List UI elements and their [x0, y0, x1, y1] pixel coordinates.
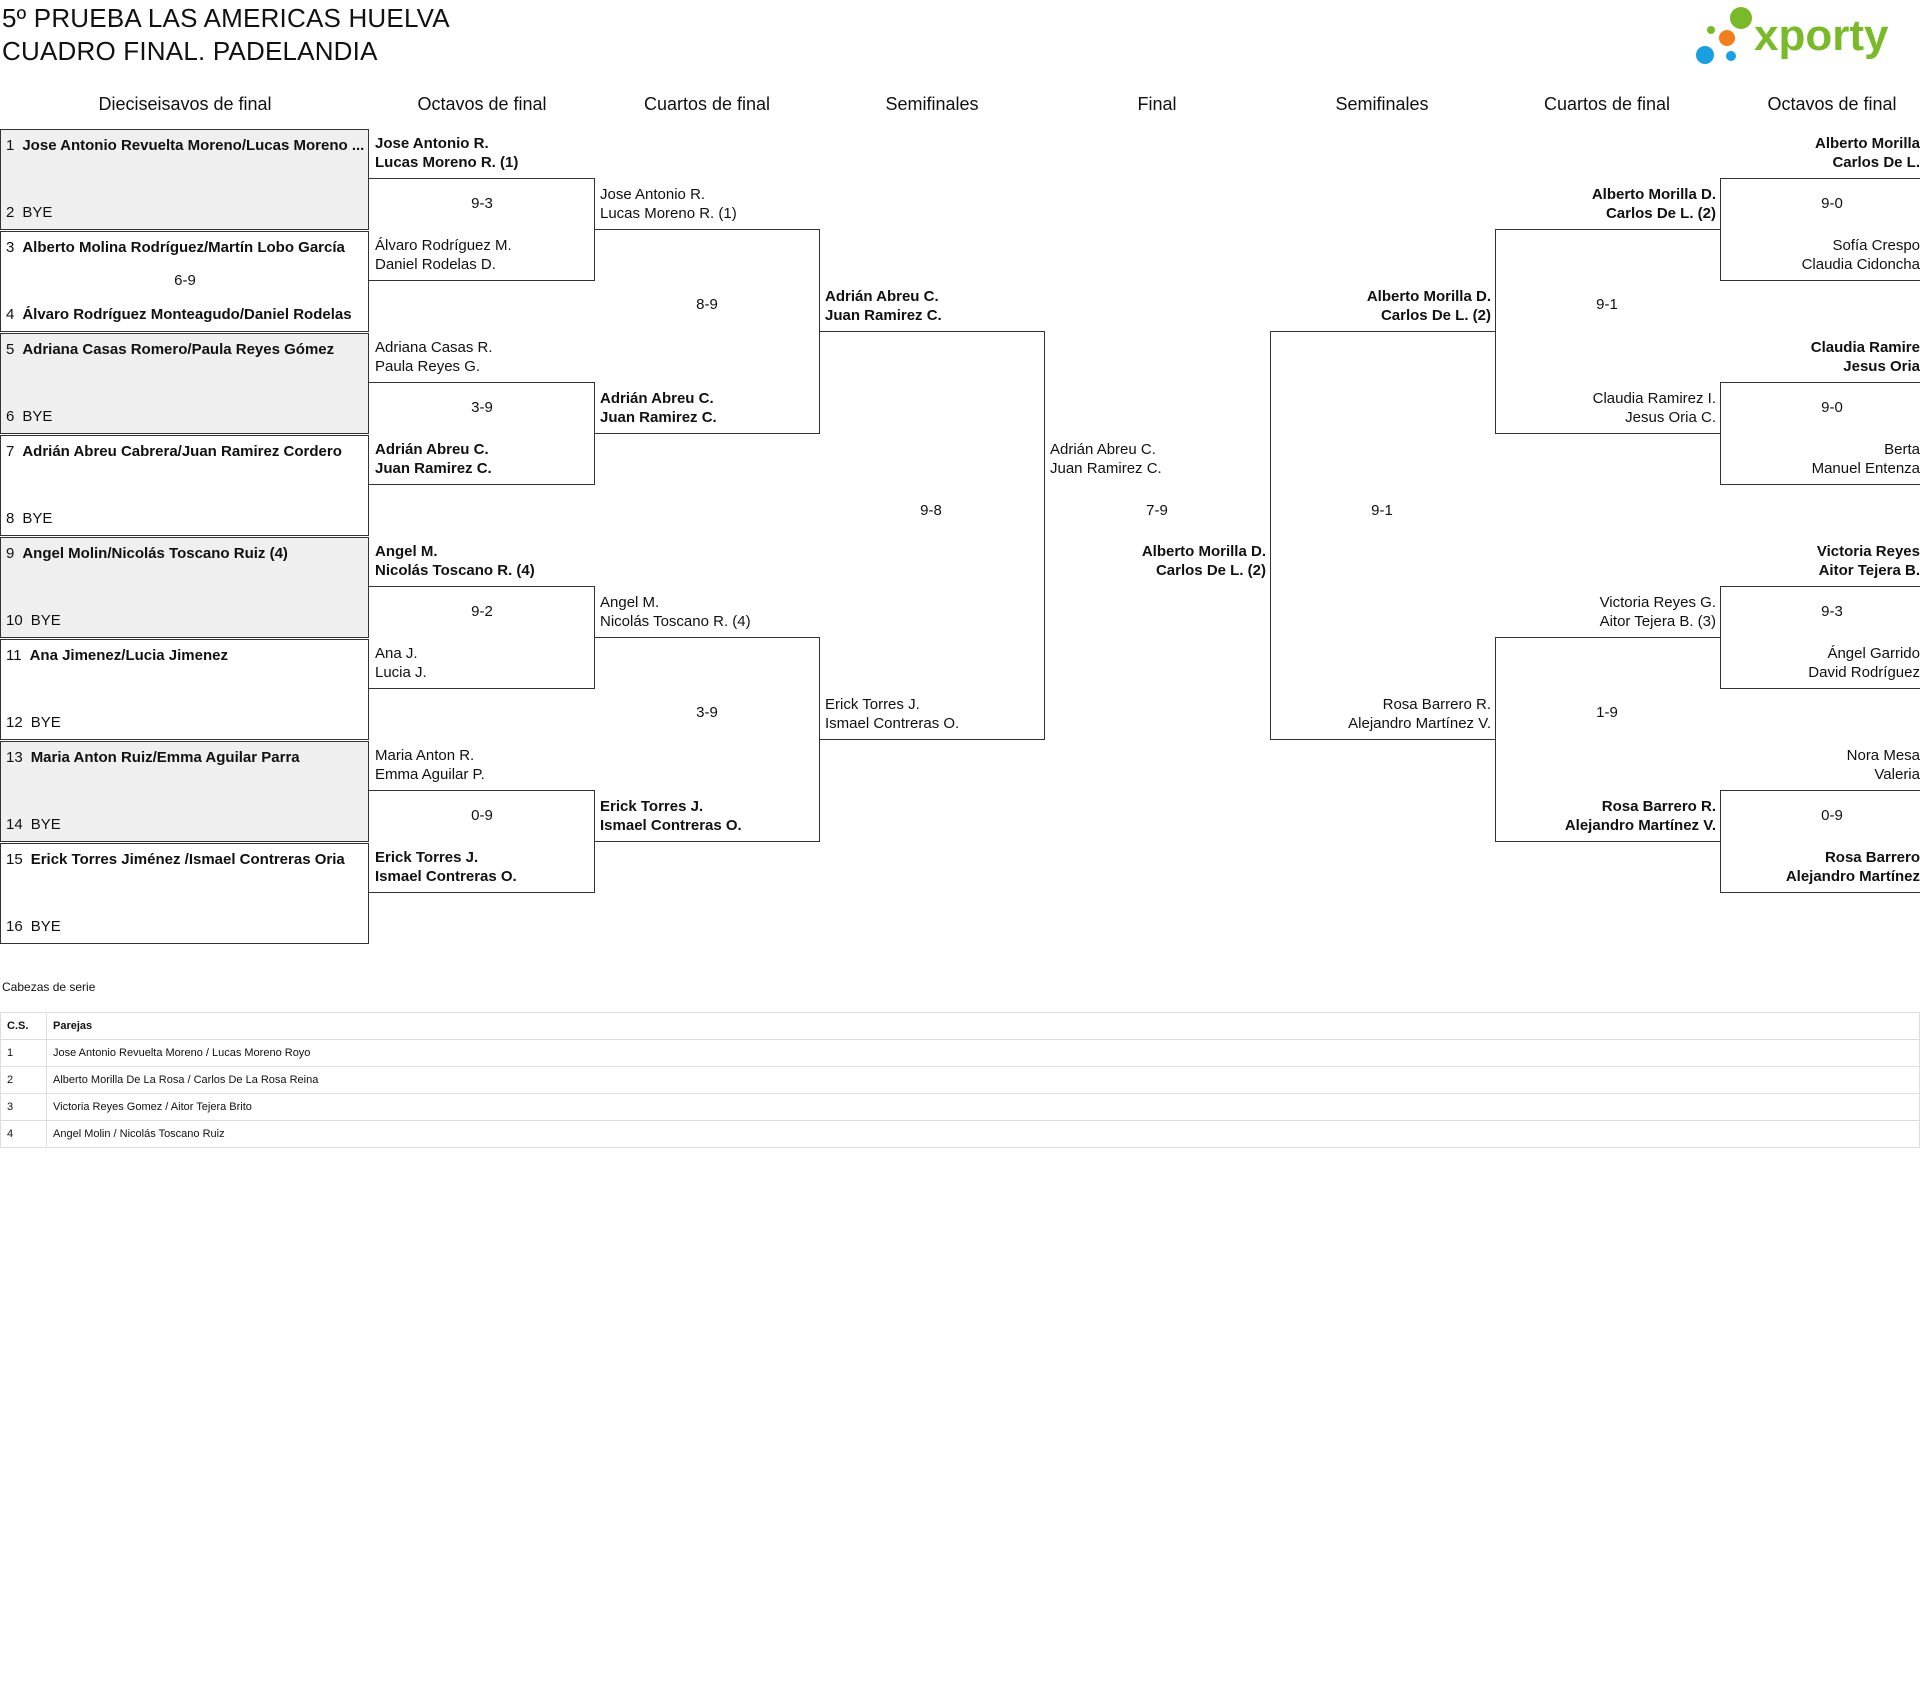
bracket-line	[1495, 433, 1720, 434]
pair-names[interactable]	[375, 542, 535, 580]
r32-slot[interactable]	[6, 341, 366, 358]
pair-player-2: Valeria	[1874, 766, 1920, 783]
seed-pair: Angel Molin / Nicolás Toscano Ruiz	[47, 1121, 1920, 1148]
table-row	[1, 1121, 1920, 1148]
slot-name: Maria Anton Ruiz/Emma Aguilar Parra	[30, 749, 300, 766]
pair-player-2: Juan Ramirez C.	[600, 409, 717, 426]
r32-slot[interactable]	[6, 137, 366, 154]
pair-names[interactable]	[825, 287, 942, 325]
slot-name: Alberto Molina Rodríguez/Martín Lobo García	[22, 239, 345, 256]
pair-names[interactable]	[375, 338, 493, 376]
round-qf-right-header: Cuartos de final	[1543, 94, 1671, 114]
pair-player-2: Nicolás Toscano R. (4)	[375, 562, 535, 579]
slot-name: BYE	[22, 204, 53, 221]
pair-player-1: Nora Mesa	[1846, 747, 1920, 764]
pair-player-2: Jesus Oria C.	[1625, 409, 1716, 426]
bracket-line	[1720, 484, 1920, 485]
match-score: 0-9	[1821, 807, 1843, 824]
slot-number: 16	[6, 918, 23, 935]
pair-player-1: Alberto Morilla D.	[1366, 288, 1491, 305]
slot-number: 2	[6, 204, 15, 221]
bracket-line	[1495, 841, 1720, 842]
match-score: 9-1	[1596, 296, 1618, 313]
round-sf-right-header: Semifinales	[1335, 94, 1429, 114]
pair-player-1: Rosa Barrero R.	[1601, 798, 1716, 815]
pair-names[interactable]	[375, 644, 427, 682]
match-score: 9-3	[1821, 603, 1843, 620]
slot-name: Jose Antonio Revuelta Moreno/Lucas Moreno ...	[22, 137, 365, 154]
bracket-line	[369, 280, 594, 281]
slot-name: Ana Jimenez/Lucia Jimenez	[29, 647, 228, 664]
bracket-line	[1044, 331, 1045, 740]
r32-slot[interactable]	[6, 851, 366, 868]
bracket-line	[369, 382, 594, 383]
r32-slot[interactable]	[6, 816, 371, 833]
bracket-line	[1495, 637, 1720, 638]
pair-names[interactable]	[600, 593, 751, 631]
bracket-line	[369, 484, 594, 485]
match-score: 9-1	[1371, 502, 1393, 519]
bracket-line	[594, 229, 819, 230]
round-r32-header: Dieciseisavos de final	[98, 94, 272, 114]
seed-cs: 2	[1, 1067, 47, 1094]
bracket-line	[1720, 178, 1721, 281]
pair-player-2: Aitor Tejera B.	[1818, 562, 1920, 579]
pair-player-1: Erick Torres J.	[375, 849, 479, 866]
slot-number: 4	[6, 306, 15, 323]
slot-number: 1	[6, 137, 15, 154]
pair-player-1: Alberto Morilla D.	[1591, 186, 1716, 203]
pair-names[interactable]	[600, 389, 717, 427]
pair-names[interactable]	[1270, 593, 1716, 631]
bracket-line	[1720, 790, 1721, 893]
seeds-header-row	[1, 1013, 1920, 1040]
slot-name: BYE	[30, 714, 61, 731]
slot-name: BYE	[30, 816, 61, 833]
round-sf-left-header: Semifinales	[885, 94, 979, 114]
seeds-title: Cabezas de serie	[2, 980, 96, 994]
pair-player-2: Carlos De L. (2)	[1380, 307, 1491, 324]
logo-text: xporty	[1754, 11, 1889, 60]
slot-number: 7	[6, 443, 15, 460]
pair-names[interactable]	[1044, 695, 1491, 733]
bracket-line	[819, 331, 1044, 332]
pair-player-2: David Rodríguez	[1808, 664, 1920, 681]
table-row	[1, 1094, 1920, 1121]
bracket-line	[1720, 790, 1920, 791]
bracket-line	[1495, 229, 1720, 230]
pair-names[interactable]	[600, 797, 742, 835]
round-final-header: Final	[1137, 94, 1177, 114]
pair-player-1: Erick Torres J.	[825, 696, 920, 713]
match-score: 3-9	[471, 399, 493, 416]
r32-slot[interactable]	[6, 918, 371, 935]
pair-player-1: Ana J.	[375, 645, 418, 662]
pair-player-2: Jesus Oria	[1843, 358, 1920, 375]
r32-slot[interactable]	[6, 204, 371, 221]
r32-slot[interactable]	[6, 612, 371, 629]
seeds-col-pairs: Parejas	[47, 1013, 1920, 1040]
match-score: 9-0	[1821, 195, 1843, 212]
pair-player-2: Carlos De L. (2)	[1605, 205, 1716, 222]
round-r16-left-header: Octavos de final	[417, 94, 547, 114]
pair-player-1: Rosa Barrero	[1824, 849, 1920, 866]
pair-names[interactable]	[1495, 236, 1920, 274]
r32-slot[interactable]	[6, 545, 366, 562]
bracket-line	[369, 586, 594, 587]
pair-names[interactable]	[375, 848, 517, 886]
pair-names[interactable]	[825, 695, 959, 733]
bracket-line	[1270, 739, 1495, 740]
pair-player-1: Adriana Casas R.	[375, 339, 493, 356]
r32-score: 6-9	[174, 272, 196, 289]
match-score: 0-9	[471, 807, 493, 824]
pair-names[interactable]	[1270, 185, 1716, 223]
pair-player-1: Adrián Abreu C.	[825, 288, 939, 305]
slot-number: 10	[6, 612, 23, 629]
pair-names[interactable]	[1495, 440, 1920, 478]
bracket-line	[369, 688, 594, 689]
page-title: 5º PRUEBA LAS AMERICAS HUELVA	[2, 3, 450, 33]
pair-player-2: Carlos De L.	[1832, 154, 1920, 171]
pair-player-2: Alejandro Martínez V.	[1564, 817, 1716, 834]
pair-player-2: Emma Aguilar P.	[375, 766, 485, 783]
pair-player-1: Alberto Morilla D.	[1141, 543, 1266, 560]
slot-name: BYE	[22, 510, 53, 527]
match-score: 9-2	[471, 603, 493, 620]
pair-names[interactable]	[375, 236, 512, 274]
pair-player-1: Erick Torres J.	[600, 798, 704, 815]
pair-player-2: Juan Ramirez C.	[375, 460, 492, 477]
pair-names[interactable]	[375, 440, 492, 478]
table-row	[1, 1040, 1920, 1067]
slot-number: 15	[6, 851, 23, 868]
seed-pair: Jose Antonio Revuelta Moreno / Lucas Moreno Royo	[47, 1040, 1920, 1067]
match-score: 3-9	[696, 704, 718, 721]
slot-name: BYE	[30, 918, 61, 935]
match-score: 1-9	[1596, 704, 1618, 721]
bracket-line	[369, 178, 594, 179]
pair-player-1: Maria Anton R.	[375, 747, 475, 764]
bracket-line	[1720, 178, 1920, 179]
xporty-logo-mark	[1687, 6, 1912, 66]
bracket-line	[1720, 382, 1721, 485]
pair-names[interactable]	[1495, 338, 1920, 376]
pair-player-1: Sofía Crespo	[1832, 237, 1920, 254]
pair-player-1: Alberto Morilla	[1814, 135, 1920, 152]
pair-player-1: Angel M.	[600, 594, 660, 611]
slot-number: 13	[6, 749, 23, 766]
slot-name: Adrián Abreu Cabrera/Juan Ramirez Cordero	[22, 443, 342, 460]
pair-player-2: Lucas Moreno R. (1)	[600, 205, 737, 222]
pair-names[interactable]	[1495, 134, 1920, 172]
pair-player-1: Jose Antonio R.	[375, 135, 489, 152]
slot-number: 12	[6, 714, 23, 731]
pair-player-2: Alejandro Martínez V.	[1348, 715, 1491, 732]
slot-number: 3	[6, 239, 15, 256]
seed-cs: 4	[1, 1121, 47, 1148]
slot-number: 6	[6, 408, 15, 425]
slot-number: 8	[6, 510, 15, 527]
slot-number: 14	[6, 816, 23, 833]
bracket-line	[1720, 382, 1920, 383]
bracket-line	[369, 892, 594, 893]
pair-player-2: Ismael Contreras O.	[825, 715, 960, 732]
bracket-line	[594, 841, 819, 842]
r32-slot[interactable]	[6, 714, 371, 731]
pair-player-2: Lucia J.	[375, 664, 427, 681]
r32-slot[interactable]	[6, 408, 371, 425]
bracket-line	[1720, 586, 1920, 587]
pair-player-1: Victoria Reyes G.	[1599, 594, 1716, 611]
r32-slot[interactable]	[6, 510, 371, 527]
pair-player-2: Aitor Tejera B. (3)	[1599, 613, 1716, 630]
match-score: 9-8	[920, 502, 942, 519]
slot-number: 9	[6, 545, 15, 562]
r32-slot[interactable]	[6, 749, 366, 766]
slot-number: 11	[6, 647, 22, 664]
bracket-line	[1720, 586, 1721, 689]
match-score: 9-3	[471, 195, 493, 212]
pair-player-2: Manuel Entenza	[1811, 460, 1920, 477]
slot-name: BYE	[30, 612, 61, 629]
slot-name: Adriana Casas Romero/Paula Reyes Gómez	[22, 341, 335, 358]
pair-player-1: Ángel Garrido	[1827, 645, 1920, 662]
pair-player-1: Adrián Abreu C.	[1050, 441, 1156, 458]
slot-name: Erick Torres Jiménez /Ismael Contreras Oria	[30, 851, 345, 868]
pair-player-2: Alejandro Martínez	[1785, 868, 1920, 885]
pair-names[interactable]	[600, 185, 737, 223]
pair-player-1: Adrián Abreu C.	[600, 390, 714, 407]
page-subtitle: CUADRO FINAL. PADELANDIA	[2, 36, 378, 66]
bracket-line	[1270, 331, 1495, 332]
pair-names[interactable]	[1495, 746, 1920, 784]
pair-player-1: Adrián Abreu C.	[375, 441, 489, 458]
pair-names[interactable]	[1270, 389, 1716, 427]
pair-names[interactable]	[1044, 542, 1266, 580]
seeds-col-cs: C.S.	[1, 1013, 47, 1040]
pair-player-2: Nicolás Toscano R. (4)	[600, 613, 751, 630]
bracket-line	[594, 637, 819, 638]
pair-player-1: Victoria Reyes	[1816, 543, 1920, 560]
pair-names[interactable]	[1495, 542, 1920, 580]
pair-names[interactable]	[375, 746, 485, 784]
seed-cs: 3	[1, 1094, 47, 1121]
slot-name: BYE	[22, 408, 53, 425]
pair-names[interactable]	[1050, 440, 1162, 478]
bracket-line	[1720, 892, 1920, 893]
bracket-line	[594, 433, 819, 434]
pair-names[interactable]	[1495, 644, 1920, 682]
bracket-line	[1720, 280, 1920, 281]
slot-name: Angel Molin/Nicolás Toscano Ruiz (4)	[22, 545, 288, 562]
slot-number: 5	[6, 341, 15, 358]
seeds-table	[0, 1012, 1920, 1148]
r32-slot[interactable]	[6, 443, 366, 460]
pair-player-1: Jose Antonio R.	[600, 186, 706, 203]
pair-names[interactable]	[375, 134, 518, 172]
table-row	[1, 1067, 1920, 1094]
match-score: 7-9	[1146, 502, 1168, 519]
xporty-logo[interactable]	[1687, 6, 1912, 66]
match-score: 8-9	[696, 296, 718, 313]
pair-player-2: Juan Ramirez C.	[1050, 460, 1162, 477]
seed-cs: 1	[1, 1040, 47, 1067]
pair-player-2: Ismael Contreras O.	[375, 868, 517, 885]
slot-name: Álvaro Rodríguez Monteagudo/Daniel Rodelas	[22, 306, 352, 323]
pair-player-2: Paula Reyes G.	[375, 358, 481, 375]
round-r16-right-header: Octavos de final	[1767, 94, 1897, 114]
bracket-line	[369, 790, 594, 791]
pair-player-2: Juan Ramirez C.	[825, 307, 942, 324]
pair-names[interactable]	[1044, 287, 1491, 325]
pair-player-1: Álvaro Rodríguez M.	[375, 237, 512, 254]
seed-pair: Victoria Reyes Gomez / Aitor Tejera Brito	[47, 1094, 1920, 1121]
bracket-line	[819, 739, 1044, 740]
pair-player-1: Claudia Ramire	[1810, 339, 1920, 356]
pair-player-2: Daniel Rodelas D.	[375, 256, 496, 273]
pair-player-2: Carlos De L. (2)	[1155, 562, 1266, 579]
bracket-line	[1720, 688, 1920, 689]
pair-player-2: Ismael Contreras O.	[600, 817, 742, 834]
pair-names[interactable]	[1270, 797, 1716, 835]
pair-player-1: Claudia Ramirez I.	[1592, 390, 1716, 407]
round-qf-left-header: Cuartos de final	[643, 94, 771, 114]
r32-slot[interactable]	[6, 647, 366, 664]
pair-player-1: Rosa Barrero R.	[1382, 696, 1491, 713]
seed-pair: Alberto Morilla De La Rosa / Carlos De La Rosa Reina	[47, 1067, 1920, 1094]
pair-player-1: Angel M.	[375, 543, 438, 560]
r32-slot[interactable]	[6, 306, 371, 323]
r32-slot[interactable]	[6, 239, 366, 256]
pair-player-1: Berta	[1884, 441, 1920, 458]
pair-player-2: Claudia Cidoncha	[1801, 256, 1920, 273]
pair-player-2: Lucas Moreno R. (1)	[375, 154, 519, 171]
pair-names[interactable]	[1495, 848, 1920, 886]
match-score: 9-0	[1821, 399, 1843, 416]
